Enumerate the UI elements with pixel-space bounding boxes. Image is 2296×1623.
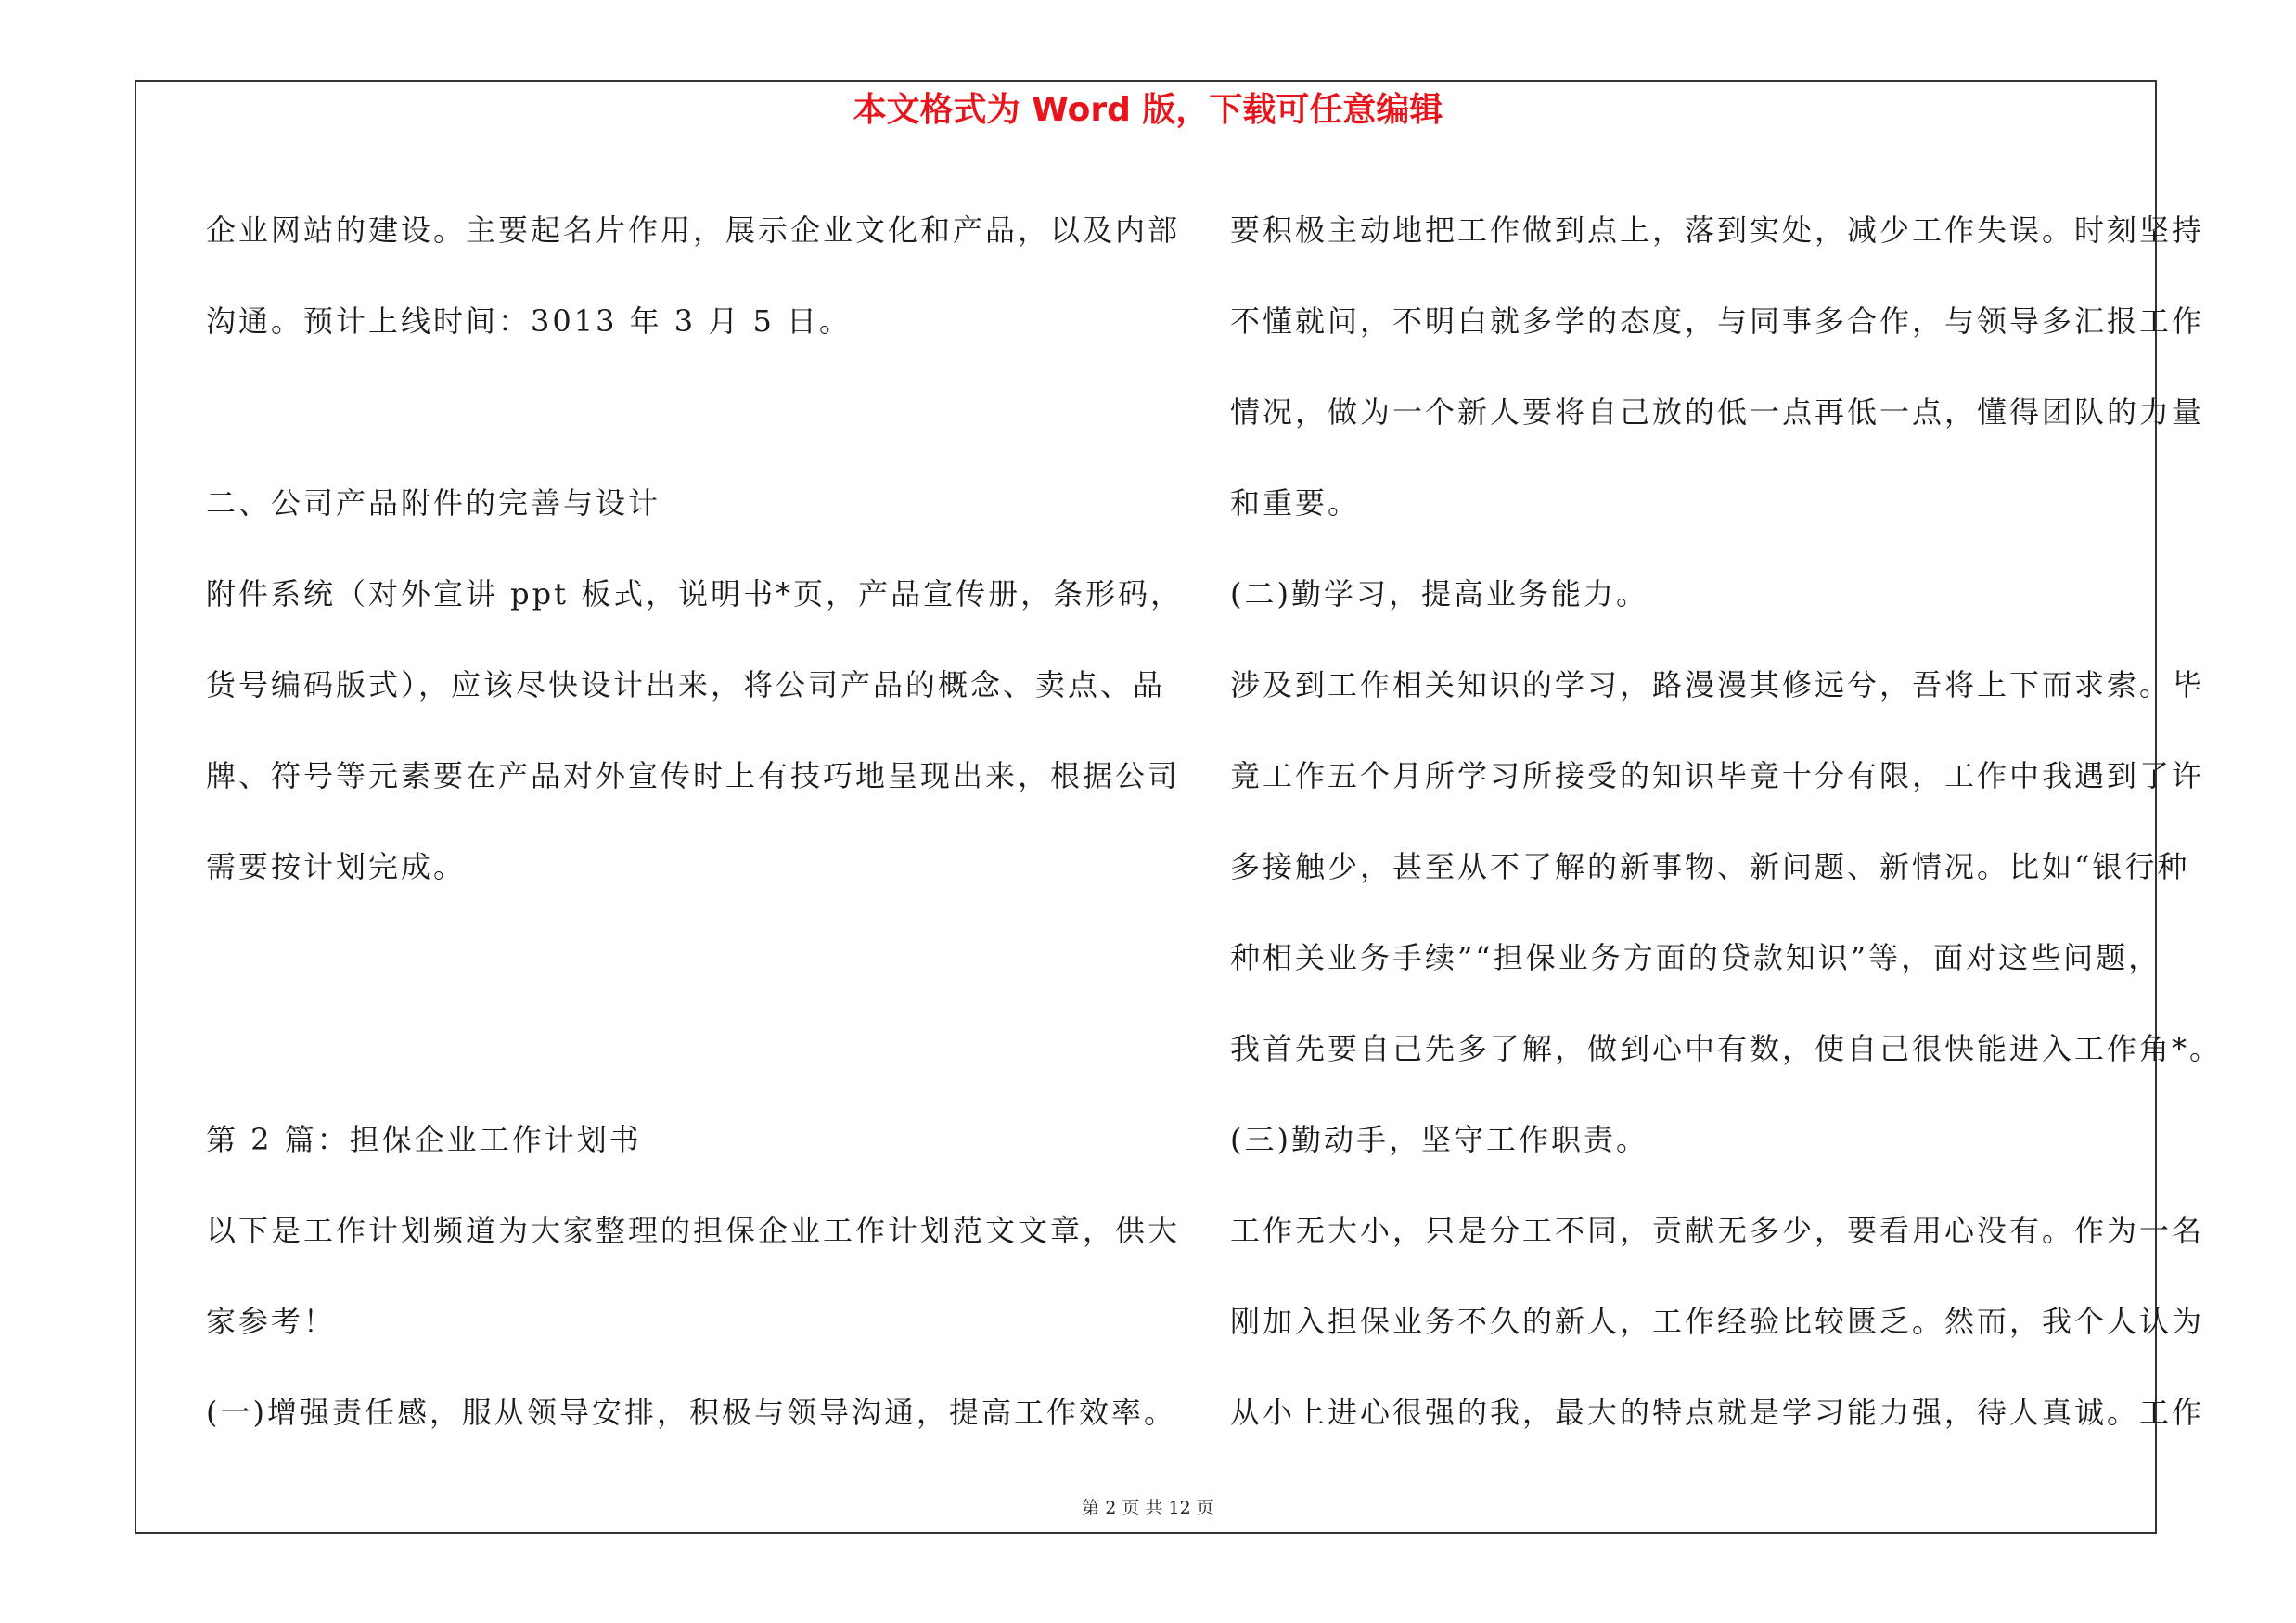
paragraph-line: 从小上进心很强的我，最大的特点就是学习能力强，待人真诚。工作 <box>1230 1395 2205 1430</box>
subsection-heading: (二)勤学习，提高业务能力。 <box>1230 576 1648 612</box>
left-column <box>206 185 1184 1458</box>
paragraph-line: 我首先要自己先多了解，做到心中有数，使自己很快能进入工作角*。 <box>1230 1031 2223 1066</box>
paragraph-line: 和重要。 <box>1230 485 1361 521</box>
paragraph-line: 不懂就问，不明白就多学的态度，与同事多合作，与领导多汇报工作 <box>1230 303 2205 339</box>
section-heading: 二、公司产品附件的完善与设计 <box>206 485 661 521</box>
paragraph-line: 家参考！ <box>206 1304 337 1339</box>
paragraph-line: 牌、符号等元素要在产品对外宣传时上有技巧地呈现出来，根据公司 <box>206 758 1181 793</box>
article-title: 第 2 篇：担保企业工作计划书 <box>206 1122 642 1157</box>
paragraph-line: 工作无大小，只是分工不同，贡献无多少，要看用心没有。作为一名 <box>1230 1213 2205 1248</box>
subsection-heading: (一)增强责任感，服从领导安排，积极与领导沟通，提高工作效率。 <box>206 1395 1176 1430</box>
blank-line <box>206 1003 1161 1094</box>
paragraph-line: 要积极主动地把工作做到点上，落到实处，减少工作失误。时刻坚持 <box>1230 213 2205 248</box>
format-banner: 本文格式为 Word 版，下载可任意编辑 <box>853 91 1443 129</box>
blank-line <box>206 367 1161 457</box>
paragraph-line: 附件系统（对外宣讲 ppt 板式，说明书*页，产品宣传册，条形码， <box>206 576 1184 612</box>
paragraph-line: 货号编码版式），应该尽快设计出来，将公司产品的概念、卖点、品 <box>206 667 1166 702</box>
paragraph-line: 多接触少，甚至从不了解的新事物、新问题、新情况。比如“银行种 <box>1230 849 2190 884</box>
blank-line <box>206 912 1161 1003</box>
paragraph-line: 涉及到工作相关知识的学习，路漫漫其修远兮，吾将上下而求索。毕 <box>1230 667 2205 702</box>
right-column <box>1230 185 2223 1458</box>
paragraph-line: 沟通。预计上线时间：3013 年 3 月 5 日。 <box>206 303 853 339</box>
subsection-heading: (三)勤动手，坚守工作职责。 <box>1230 1122 1648 1157</box>
paragraph-line: 种相关业务手续”“担保业务方面的贷款知识”等，面对这些问题， <box>1230 940 2161 975</box>
paragraph-line: 以下是工作计划频道为大家整理的担保企业工作计划范文文章，供大 <box>206 1213 1181 1248</box>
paragraph-line: 需要按计划完成。 <box>206 849 467 884</box>
paragraph-line: 竟工作五个月所学习所接受的知识毕竟十分有限，工作中我遇到了许 <box>1230 758 2205 793</box>
page-number-footer: 第 2 页 共 12 页 <box>1082 1498 1214 1518</box>
paragraph-line: 企业网站的建设。主要起名片作用，展示企业文化和产品，以及内部 <box>206 213 1181 248</box>
paragraph-line: 刚加入担保业务不久的新人，工作经验比较匮乏。然而，我个人认为 <box>1230 1304 2205 1339</box>
paragraph-line: 情况，做为一个新人要将自己放的低一点再低一点，懂得团队的力量 <box>1230 394 2205 430</box>
